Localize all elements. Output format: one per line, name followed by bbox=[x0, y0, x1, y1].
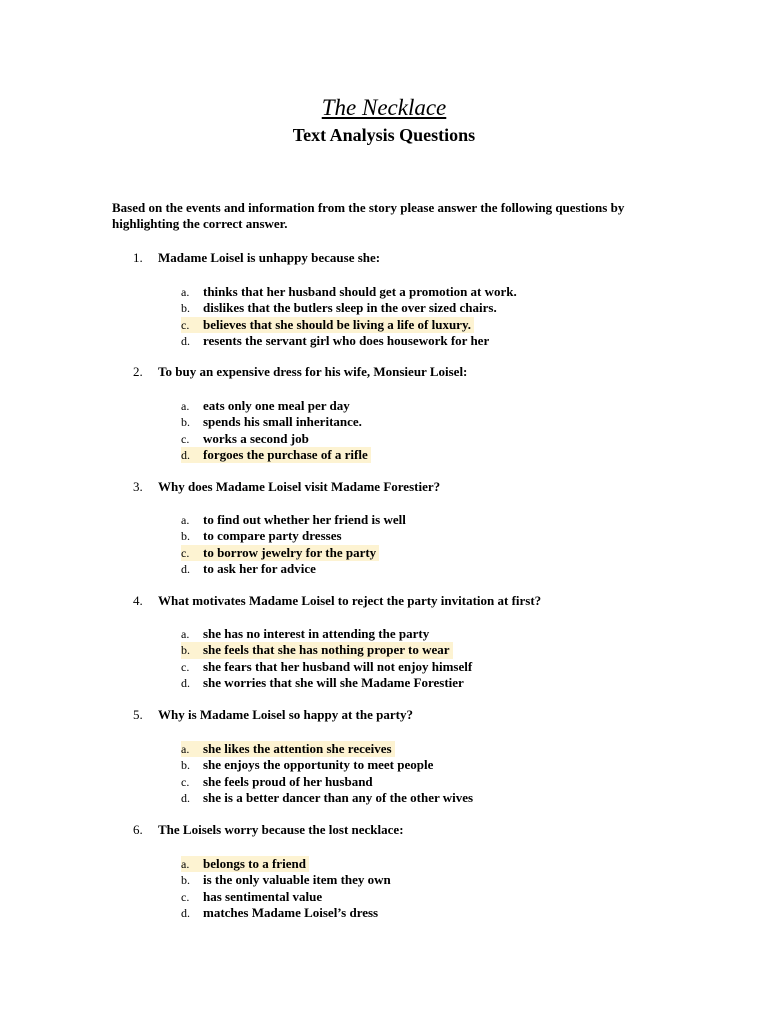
option-text: to borrow jewelry for the party bbox=[203, 544, 377, 560]
option-text: to compare party dresses bbox=[203, 528, 342, 544]
option-text: is the only valuable item they own bbox=[203, 872, 391, 888]
question-number: 6. bbox=[133, 822, 143, 837]
option-letter: c. bbox=[181, 431, 190, 446]
option-text: has sentimental value bbox=[203, 888, 323, 904]
question-number: 5. bbox=[133, 707, 143, 722]
option-letter: b. bbox=[181, 758, 190, 773]
answer-option[interactable] bbox=[181, 889, 325, 904]
option-letter: b. bbox=[181, 529, 190, 544]
option-letter: a. bbox=[181, 513, 190, 527]
highlighted-answer-option[interactable] bbox=[181, 545, 379, 561]
option-letter: c. bbox=[181, 545, 190, 560]
answer-option[interactable] bbox=[181, 905, 381, 920]
option-letter: a. bbox=[181, 627, 190, 641]
question-text: What motivates Madame Loisel to reject the party invitation at first? bbox=[158, 593, 542, 608]
question-1 bbox=[133, 250, 380, 266]
question-3 bbox=[133, 479, 440, 495]
question-2 bbox=[133, 364, 467, 380]
answer-option[interactable] bbox=[181, 284, 520, 299]
option-text: dislikes that the butlers sleep in the over sized chairs. bbox=[203, 300, 497, 316]
option-letter: a. bbox=[181, 285, 190, 299]
option-text: thinks that her husband should get a promotion at work. bbox=[203, 284, 517, 299]
option-letter: d. bbox=[181, 790, 190, 805]
question-6 bbox=[133, 822, 404, 838]
option-letter: a. bbox=[181, 742, 190, 756]
question-1-options bbox=[181, 283, 520, 348]
question-6-options bbox=[181, 855, 394, 920]
option-text: she worries that she will she Madame Forestier bbox=[203, 674, 464, 690]
document-subtitle: Text Analysis Questions bbox=[292, 125, 476, 145]
option-text: forgoes the purchase of a rifle bbox=[203, 446, 368, 462]
question-number: 2. bbox=[133, 364, 143, 379]
question-4-options bbox=[181, 625, 475, 690]
answer-option[interactable] bbox=[181, 561, 319, 576]
option-letter: c. bbox=[181, 317, 190, 332]
answer-option[interactable] bbox=[181, 757, 436, 772]
question-5 bbox=[133, 707, 413, 723]
option-letter: d. bbox=[181, 333, 190, 348]
highlighted-answer-option[interactable] bbox=[181, 741, 395, 757]
option-letter: c. bbox=[181, 889, 190, 904]
question-text: The Loisels worry because the lost necklace: bbox=[158, 822, 404, 837]
highlighted-answer-option[interactable] bbox=[181, 317, 474, 333]
instructions-paragraph: Based on the events and information from the story please answer the following questions by highlighting the correct answer. bbox=[112, 200, 625, 231]
question-number: 3. bbox=[133, 479, 143, 494]
option-text: eats only one meal per day bbox=[203, 398, 350, 413]
answer-option[interactable] bbox=[181, 333, 492, 348]
option-letter: d. bbox=[181, 905, 190, 920]
question-text: To buy an expensive dress for his wife, Monsieur Loisel: bbox=[158, 364, 468, 379]
answer-option[interactable] bbox=[181, 790, 476, 805]
answer-option[interactable] bbox=[181, 659, 475, 674]
option-letter: b. bbox=[181, 643, 190, 658]
question-number: 1. bbox=[133, 250, 143, 265]
question-3-options bbox=[181, 511, 409, 576]
highlighted-answer-option[interactable] bbox=[181, 642, 453, 658]
option-text: spends his small inheritance. bbox=[203, 414, 362, 430]
option-text: she likes the attention she receives bbox=[203, 741, 392, 756]
answer-option[interactable] bbox=[181, 528, 345, 543]
option-letter: b. bbox=[181, 873, 190, 888]
question-2-options bbox=[181, 397, 371, 462]
option-text: she has no interest in attending the party bbox=[203, 626, 430, 641]
option-text: she fears that her husband will not enjoy himself bbox=[203, 658, 473, 674]
question-text: Why is Madame Loisel so happy at the party? bbox=[158, 707, 413, 722]
answer-option[interactable] bbox=[181, 414, 365, 429]
question-5-options bbox=[181, 740, 476, 805]
question-4 bbox=[133, 593, 541, 609]
answer-option[interactable] bbox=[181, 675, 467, 690]
option-letter: b. bbox=[181, 415, 190, 430]
question-text: Why does Madame Loisel visit Madame Forestier? bbox=[158, 479, 441, 494]
answer-option[interactable] bbox=[181, 431, 312, 446]
option-text: she enjoys the opportunity to meet people bbox=[203, 757, 434, 773]
document-title: The Necklace bbox=[321, 95, 447, 120]
highlighted-answer-option[interactable] bbox=[181, 856, 309, 872]
answer-option[interactable] bbox=[181, 512, 409, 527]
highlighted-answer-option[interactable] bbox=[181, 447, 371, 463]
question-text: Madame Loisel is unhappy because she: bbox=[158, 250, 381, 265]
option-text: to find out whether her friend is well bbox=[203, 512, 406, 527]
answer-option[interactable] bbox=[181, 774, 376, 789]
option-text: she feels that she has nothing proper to wear bbox=[203, 642, 450, 658]
answer-option[interactable] bbox=[181, 626, 432, 641]
answer-option[interactable] bbox=[181, 398, 353, 413]
question-number: 4. bbox=[133, 593, 143, 608]
answer-option[interactable] bbox=[181, 300, 500, 315]
option-letter: b. bbox=[181, 301, 190, 316]
option-text: belongs to a friend bbox=[203, 856, 306, 871]
option-letter: d. bbox=[181, 561, 190, 576]
option-text: to ask her for advice bbox=[203, 560, 316, 576]
option-text: believes that she should be living a life of luxury. bbox=[203, 316, 471, 332]
option-text: matches Madame Loisel’s dress bbox=[203, 904, 379, 920]
option-letter: c. bbox=[181, 774, 190, 789]
option-letter: d. bbox=[181, 447, 190, 462]
answer-option[interactable] bbox=[181, 872, 394, 887]
option-text: resents the servant girl who does housework for her bbox=[203, 332, 490, 348]
option-letter: a. bbox=[181, 857, 190, 871]
option-text: she feels proud of her husband bbox=[203, 773, 373, 789]
option-text: works a second job bbox=[203, 430, 309, 446]
option-letter: c. bbox=[181, 659, 190, 674]
option-letter: a. bbox=[181, 399, 190, 413]
option-text: she is a better dancer than any of the other wives bbox=[203, 789, 474, 805]
option-letter: d. bbox=[181, 675, 190, 690]
